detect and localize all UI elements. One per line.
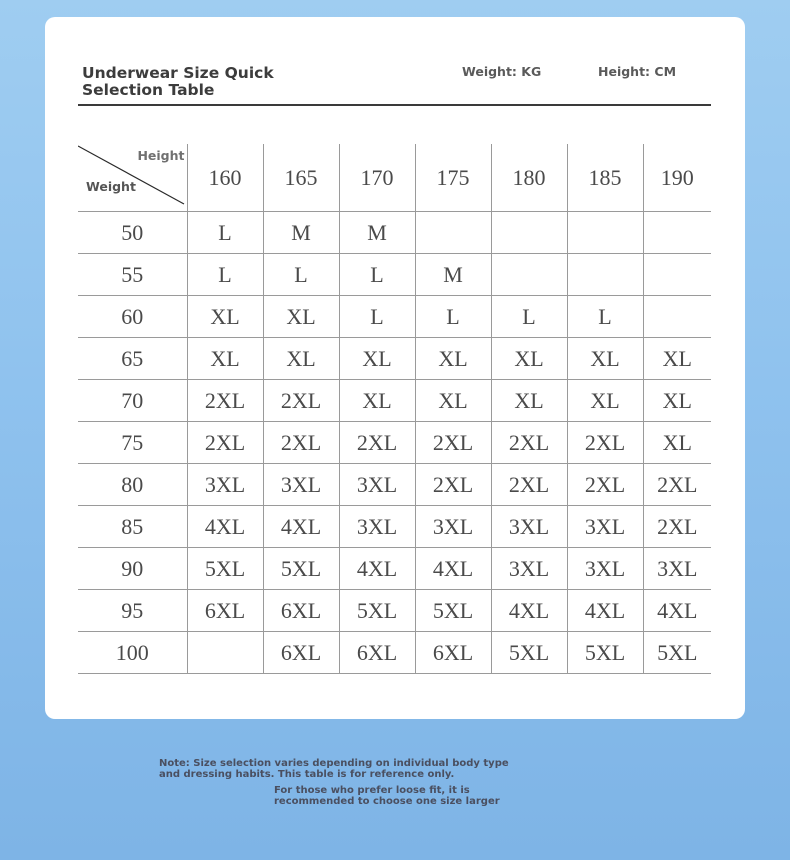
size-cell: 3XL	[567, 506, 643, 548]
size-cell: 2XL	[643, 506, 711, 548]
size-cell: M	[415, 254, 491, 296]
size-cell: 5XL	[263, 548, 339, 590]
weight-cell: 70	[78, 380, 187, 422]
size-cell: 5XL	[491, 632, 567, 674]
size-cell: 2XL	[263, 422, 339, 464]
size-cell: XL	[643, 338, 711, 380]
loose-fit-note: For those who prefer loose fit, it is recommended to choose one size larger	[274, 785, 500, 807]
table-row	[78, 506, 711, 548]
table-row	[78, 338, 711, 380]
size-cell: 5XL	[643, 632, 711, 674]
size-cell: XL	[643, 422, 711, 464]
size-table	[78, 144, 711, 674]
size-cell: L	[415, 296, 491, 338]
size-cell: 4XL	[491, 590, 567, 632]
height-header-row	[78, 144, 711, 212]
height-header-cell: 180	[491, 144, 567, 212]
size-cell	[415, 212, 491, 254]
size-cell	[643, 296, 711, 338]
size-cell: 2XL	[415, 464, 491, 506]
size-cell: XL	[415, 380, 491, 422]
size-cell: 2XL	[187, 380, 263, 422]
corner-cell	[78, 144, 187, 212]
size-cell: M	[263, 212, 339, 254]
size-cell: 2XL	[567, 422, 643, 464]
height-header-cell: 160	[187, 144, 263, 212]
size-cell: XL	[643, 380, 711, 422]
size-cell: 4XL	[339, 548, 415, 590]
size-cell	[567, 254, 643, 296]
size-cell: 3XL	[263, 464, 339, 506]
size-cell: 3XL	[187, 464, 263, 506]
height-header-cell: 185	[567, 144, 643, 212]
weight-cell: 55	[78, 254, 187, 296]
size-cell: L	[263, 254, 339, 296]
size-cell: 2XL	[415, 422, 491, 464]
size-cell	[567, 212, 643, 254]
size-cell: 2XL	[491, 464, 567, 506]
size-cell: L	[491, 296, 567, 338]
size-cell: L	[567, 296, 643, 338]
weight-cell: 85	[78, 506, 187, 548]
weight-cell: 75	[78, 422, 187, 464]
size-cell: XL	[187, 296, 263, 338]
table-row	[78, 254, 711, 296]
size-cell: XL	[491, 380, 567, 422]
size-cell: 2XL	[491, 422, 567, 464]
size-cell: 5XL	[187, 548, 263, 590]
table-row	[78, 380, 711, 422]
size-cell: 6XL	[187, 590, 263, 632]
size-cell: 2XL	[263, 380, 339, 422]
weight-cell: 50	[78, 212, 187, 254]
size-cell	[643, 212, 711, 254]
weight-cell: 95	[78, 590, 187, 632]
size-cell: 4XL	[567, 590, 643, 632]
weight-cell: 90	[78, 548, 187, 590]
size-table-body	[78, 144, 711, 674]
size-cell: 4XL	[263, 506, 339, 548]
table-row	[78, 632, 711, 674]
size-cell: XL	[491, 338, 567, 380]
size-cell: L	[339, 254, 415, 296]
size-cell: XL	[263, 296, 339, 338]
title-divider	[78, 104, 711, 106]
size-cell: 6XL	[263, 632, 339, 674]
table-row	[78, 212, 711, 254]
size-cell: 6XL	[339, 632, 415, 674]
size-cell	[491, 254, 567, 296]
weight-cell: 100	[78, 632, 187, 674]
weight-cell: 80	[78, 464, 187, 506]
size-cell: 4XL	[187, 506, 263, 548]
weight-unit-label: Weight: KG	[462, 64, 542, 79]
table-row	[78, 548, 711, 590]
size-cell: XL	[263, 338, 339, 380]
size-cell: 2XL	[567, 464, 643, 506]
size-cell	[187, 632, 263, 674]
size-cell: 3XL	[643, 548, 711, 590]
size-cell: 3XL	[339, 506, 415, 548]
table-row	[78, 422, 711, 464]
size-cell: 4XL	[415, 548, 491, 590]
size-cell: 3XL	[567, 548, 643, 590]
size-cell: M	[339, 212, 415, 254]
size-cell: XL	[339, 380, 415, 422]
size-cell: L	[187, 254, 263, 296]
size-cell	[643, 254, 711, 296]
corner-weight-label: Weight	[86, 179, 136, 194]
height-header-cell: 190	[643, 144, 711, 212]
size-note: Note: Size selection varies depending on individual body type and dressing habits. This table is for reference only.	[159, 758, 509, 780]
size-cell: 5XL	[415, 590, 491, 632]
size-cell: XL	[339, 338, 415, 380]
weight-cell: 65	[78, 338, 187, 380]
size-cell: 4XL	[643, 590, 711, 632]
size-cell: 5XL	[339, 590, 415, 632]
size-cell: XL	[415, 338, 491, 380]
size-cell: 3XL	[491, 506, 567, 548]
size-cell: 3XL	[491, 548, 567, 590]
height-header-cell: 170	[339, 144, 415, 212]
size-cell: 6XL	[263, 590, 339, 632]
table-row	[78, 296, 711, 338]
size-cell: 3XL	[339, 464, 415, 506]
height-unit-label: Height: CM	[598, 64, 677, 79]
size-cell: 2XL	[339, 422, 415, 464]
size-cell	[491, 212, 567, 254]
size-cell: 3XL	[415, 506, 491, 548]
corner-height-label: Height	[137, 148, 185, 163]
table-row	[78, 590, 711, 632]
page-title: Underwear Size Quick Selection Table	[82, 64, 274, 99]
size-cell: 6XL	[415, 632, 491, 674]
height-header-cell: 175	[415, 144, 491, 212]
height-header-cell: 165	[263, 144, 339, 212]
size-cell: XL	[567, 338, 643, 380]
size-cell: L	[187, 212, 263, 254]
size-cell: 5XL	[567, 632, 643, 674]
size-cell: 2XL	[187, 422, 263, 464]
size-cell: XL	[187, 338, 263, 380]
size-cell: 2XL	[643, 464, 711, 506]
table-row	[78, 464, 711, 506]
size-cell: L	[339, 296, 415, 338]
size-cell: XL	[567, 380, 643, 422]
weight-cell: 60	[78, 296, 187, 338]
